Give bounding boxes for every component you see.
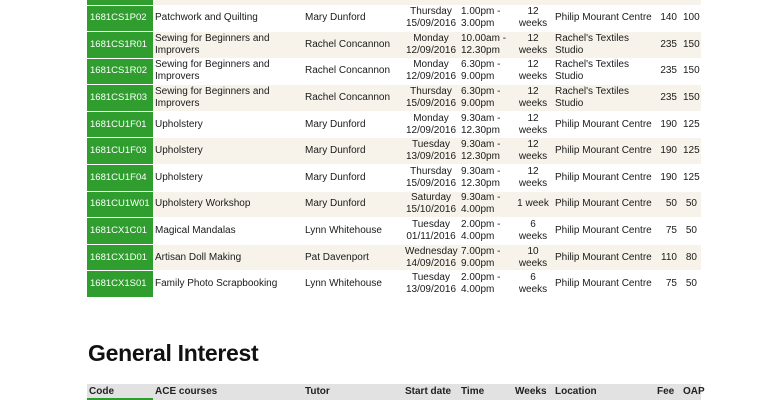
oap-fee: 80 <box>681 244 701 271</box>
location: Philip Mourant Centre <box>553 218 655 245</box>
weeks <box>513 244 553 271</box>
start-date-line-2: 15/10/2016 <box>405 204 457 216</box>
course-name: Upholstery Workshop <box>153 191 303 218</box>
time <box>459 244 513 271</box>
oap-fee: 125 <box>681 111 701 138</box>
weeks <box>513 138 553 165</box>
table-row <box>87 218 701 245</box>
start-date-line-1: Thursday <box>410 86 452 98</box>
tutor-name: Mary Dunford <box>303 191 403 218</box>
tutor-name: Rachel Concannon <box>303 85 403 112</box>
course-name: Sewing for Beginners and Improvers <box>153 58 303 85</box>
location: Philip Mourant Centre <box>553 191 655 218</box>
time-line-1: 9.30am - <box>461 139 501 151</box>
weeks-line-2: weeks <box>518 44 548 56</box>
tutor-name: Mary Dunford <box>303 138 403 165</box>
header-code: Code <box>89 386 114 397</box>
start-date-line-1: Thursday <box>410 6 452 18</box>
weeks-line-1: 10 <box>527 245 539 257</box>
time <box>459 138 513 165</box>
weeks <box>513 85 553 112</box>
tutor-name: Rachel Concannon <box>303 58 403 85</box>
time-line-1: 7.00pm - <box>461 245 501 257</box>
table-row <box>87 244 701 271</box>
section-title: General Interest <box>88 340 259 366</box>
start-date <box>403 138 459 165</box>
course-code: 1681CS1R02 <box>87 58 153 85</box>
table-row <box>87 165 701 192</box>
course-name: Upholstery <box>153 111 303 138</box>
course-name: Family Photo Scrapbooking <box>153 271 303 298</box>
weeks-line-2: weeks <box>518 257 548 269</box>
oap-fee: 50 <box>681 218 701 245</box>
oap-fee: 150 <box>681 58 701 85</box>
start-date-line-2: 15/09/2016 <box>405 18 457 30</box>
weeks-line-2: weeks <box>518 98 548 110</box>
time <box>459 218 513 245</box>
time-line-2: 12.30pm <box>461 124 500 136</box>
start-date-line-2: 12/09/2016 <box>405 124 457 136</box>
location: Philip Mourant Centre <box>553 138 655 165</box>
location: Philip Mourant Centre <box>553 111 655 138</box>
weeks-line-1: 1 week <box>517 198 549 210</box>
weeks-line-1: 12 <box>527 139 539 151</box>
time-line-1: 2.00pm - <box>461 219 501 231</box>
weeks <box>513 165 553 192</box>
start-date-line-2: 15/09/2016 <box>405 98 457 110</box>
course-code: 1681CS1P02 <box>87 5 153 32</box>
tutor-name: Mary Dunford <box>303 165 403 192</box>
time-line-1: 10.00am - <box>461 32 507 44</box>
oap-fee: 150 <box>681 32 701 59</box>
time-line-1: 9.30am - <box>461 165 501 177</box>
start-date-line-2: 12/09/2016 <box>405 44 457 56</box>
time-line-2: 12.30pm <box>461 177 500 189</box>
fee: 110 <box>655 244 681 271</box>
location: Philip Mourant Centre <box>553 5 655 32</box>
location: Rachel's Textiles Studio <box>553 58 655 85</box>
start-date <box>403 271 459 298</box>
weeks-line-2: weeks <box>518 284 548 296</box>
header-course: ACE courses <box>155 386 218 397</box>
course-name: Magical Mandalas <box>153 218 303 245</box>
course-table <box>87 0 701 298</box>
course-code: 1681CS1R01 <box>87 32 153 59</box>
start-date <box>403 32 459 59</box>
course-code: 1681CX1C01 <box>87 218 153 245</box>
start-date-line-2: 12/09/2016 <box>405 71 457 83</box>
start-date-line-1: Wednesday <box>405 245 458 257</box>
start-date <box>403 244 459 271</box>
header-location: Location <box>555 386 597 397</box>
time-line-2: 4.00pm <box>461 231 495 243</box>
course-name: Sewing for Beginners and Improvers <box>153 32 303 59</box>
start-date-line-2: 14/09/2016 <box>405 257 457 269</box>
fee: 190 <box>655 111 681 138</box>
course-code: 1681CS1R03 <box>87 85 153 112</box>
fee: 190 <box>655 138 681 165</box>
weeks-line-1: 12 <box>527 165 539 177</box>
weeks-line-2: weeks <box>518 151 548 163</box>
time-line-1: 1.00pm - <box>461 6 501 18</box>
header-oap: OAP <box>683 386 705 397</box>
weeks-line-1: 6 <box>530 272 536 284</box>
time-line-1: 2.00pm - <box>461 272 501 284</box>
start-date <box>403 165 459 192</box>
weeks <box>513 271 553 298</box>
weeks <box>513 111 553 138</box>
tutor-name: Mary Dunford <box>303 111 403 138</box>
table-row <box>87 58 701 85</box>
tutor-name: Rachel Concannon <box>303 32 403 59</box>
oap-fee: 125 <box>681 138 701 165</box>
time-line-1: 6.30pm - <box>461 59 501 71</box>
location: Philip Mourant Centre <box>553 244 655 271</box>
fee: 75 <box>655 271 681 298</box>
fee: 235 <box>655 58 681 85</box>
weeks-line-2: weeks <box>518 124 548 136</box>
weeks-line-2: weeks <box>518 71 548 83</box>
start-date-line-2: 13/09/2016 <box>405 284 457 296</box>
time <box>459 111 513 138</box>
start-date <box>403 111 459 138</box>
tutor-name: Pat Davenport <box>303 244 403 271</box>
time-line-2: 3.00pm <box>461 18 495 30</box>
table-row <box>87 85 701 112</box>
start-date-line-1: Saturday <box>410 192 452 204</box>
time <box>459 271 513 298</box>
time-line-2: 9.00pm <box>461 71 495 83</box>
time-line-2: 9.00pm <box>461 257 495 269</box>
time <box>459 32 513 59</box>
start-date-line-1: Tuesday <box>412 272 450 284</box>
weeks <box>513 191 553 218</box>
course-name: Patchwork and Quilting <box>153 5 303 32</box>
start-date-line-1: Tuesday <box>412 139 450 151</box>
weeks-line-1: 6 <box>530 219 536 231</box>
time-line-1: 9.30am - <box>461 192 501 204</box>
table-row <box>87 271 701 298</box>
header-fee: Fee <box>657 386 675 397</box>
course-code: 1681CU1F01 <box>87 111 153 138</box>
course-name: Upholstery <box>153 138 303 165</box>
time-line-2: 12.30pm <box>461 44 500 56</box>
start-date-line-1: Monday <box>413 59 449 71</box>
location: Rachel's Textiles Studio <box>553 32 655 59</box>
weeks-line-2: weeks <box>518 18 548 30</box>
course-code: 1681CU1W01 <box>87 191 153 218</box>
start-date-line-2: 13/09/2016 <box>405 151 457 163</box>
weeks-line-1: 12 <box>527 59 539 71</box>
weeks <box>513 5 553 32</box>
tutor-name: Mary Dunford <box>303 5 403 32</box>
table-row <box>87 32 701 59</box>
fee: 50 <box>655 191 681 218</box>
course-name: Upholstery <box>153 165 303 192</box>
oap-fee: 100 <box>681 5 701 32</box>
course-code: 1681CX1D01 <box>87 244 153 271</box>
weeks-line-1: 12 <box>527 86 539 98</box>
start-date <box>403 85 459 112</box>
weeks <box>513 32 553 59</box>
course-code: 1681CU1F04 <box>87 165 153 192</box>
start-date-line-1: Monday <box>413 32 449 44</box>
table-row <box>87 191 701 218</box>
start-date-line-1: Tuesday <box>412 219 450 231</box>
start-date <box>403 5 459 32</box>
time-line-2: 12.30pm <box>461 151 500 163</box>
location: Rachel's Textiles Studio <box>553 85 655 112</box>
time-line-2: 4.00pm <box>461 204 495 216</box>
time <box>459 58 513 85</box>
start-date <box>403 58 459 85</box>
time <box>459 165 513 192</box>
fee: 190 <box>655 165 681 192</box>
fee: 235 <box>655 32 681 59</box>
header-weeks: Weeks <box>515 386 547 397</box>
course-name: Artisan Doll Making <box>153 244 303 271</box>
weeks-line-2: weeks <box>518 177 548 189</box>
table-row <box>87 111 701 138</box>
fee: 75 <box>655 218 681 245</box>
start-date <box>403 191 459 218</box>
time <box>459 5 513 32</box>
table-row <box>87 5 701 32</box>
oap-fee: 150 <box>681 85 701 112</box>
oap-fee: 50 <box>681 271 701 298</box>
start-date-line-2: 15/09/2016 <box>405 177 457 189</box>
location: Philip Mourant Centre <box>553 165 655 192</box>
start-date-line-1: Thursday <box>410 165 452 177</box>
fee: 235 <box>655 85 681 112</box>
oap-fee: 50 <box>681 191 701 218</box>
start-date <box>403 218 459 245</box>
start-date-line-1: Monday <box>413 112 449 124</box>
header-tutor: Tutor <box>305 386 330 397</box>
course-code: 1681CU1F03 <box>87 138 153 165</box>
header-start-date: Start date <box>405 386 452 397</box>
weeks-line-1: 12 <box>527 112 539 124</box>
header-time: Time <box>461 386 485 397</box>
table-row <box>87 138 701 165</box>
tutor-name: Lynn Whitehouse <box>303 271 403 298</box>
time <box>459 85 513 112</box>
time-line-2: 4.00pm <box>461 284 495 296</box>
time-line-1: 9.30am - <box>461 112 501 124</box>
fee: 140 <box>655 5 681 32</box>
weeks <box>513 218 553 245</box>
course-rows <box>87 0 701 298</box>
weeks-line-1: 12 <box>527 32 539 44</box>
time <box>459 191 513 218</box>
weeks-line-2: weeks <box>518 231 548 243</box>
weeks-line-1: 12 <box>527 6 539 18</box>
location: Philip Mourant Centre <box>553 271 655 298</box>
weeks <box>513 58 553 85</box>
course-name: Sewing for Beginners and Improvers <box>153 85 303 112</box>
course-code: 1681CX1S01 <box>87 271 153 298</box>
start-date-line-2: 01/11/2016 <box>406 231 456 243</box>
oap-fee: 125 <box>681 165 701 192</box>
table-header <box>87 384 705 400</box>
time-line-2: 9.00pm <box>461 98 495 110</box>
time-line-1: 6.30pm - <box>461 86 501 98</box>
tutor-name: Lynn Whitehouse <box>303 218 403 245</box>
